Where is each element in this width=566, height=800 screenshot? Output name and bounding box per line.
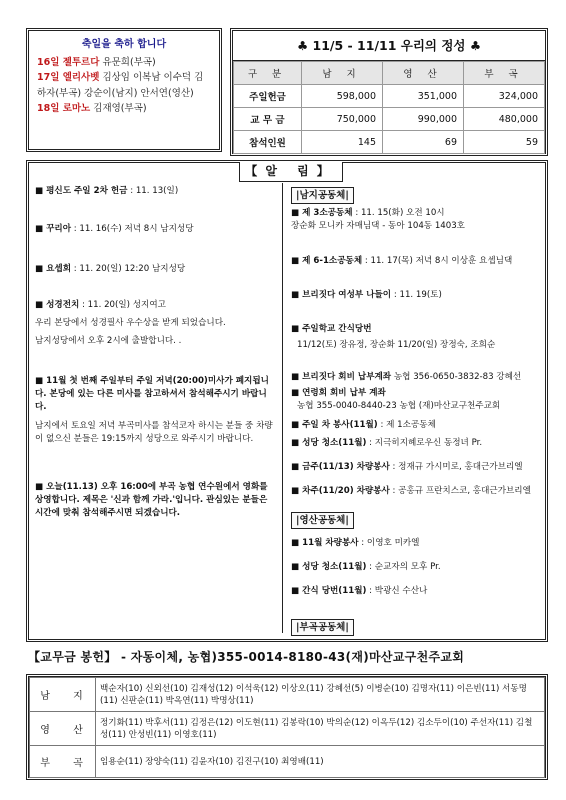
tithe-account-line: 【교무금 봉헌】 - 자동이체, 농협)355-0014-8180-43(재)마산교구천주교회 bbox=[28, 650, 465, 664]
offering-cell: 59 bbox=[464, 131, 545, 154]
offering-row bbox=[234, 85, 545, 108]
donor-row bbox=[30, 712, 545, 746]
notice-item: ■ 성경전치 : 11. 20(일) 성지여고 우리 본당에서 성경필사 우수상을 받게 되었습니다. 남지성당에서 오후 2시에 출발합니다. . bbox=[35, 300, 226, 346]
offering-row bbox=[234, 108, 545, 131]
offering-header: 구 분 bbox=[234, 62, 302, 85]
notice-item: ■ 제 6-1소공동체 : 11. 17(목) 저녁 8시 이상훈 요셉님댁 bbox=[291, 256, 513, 266]
section-label-namji: |남지공동체| bbox=[291, 187, 354, 204]
notice-box bbox=[26, 160, 548, 642]
offering-table bbox=[233, 61, 545, 154]
notice-item: ■ 간식 당번(11월) : 박광신 수산나 bbox=[291, 586, 428, 596]
donor-names: 임용순(11) 장양숙(11) 김윤자(10) 김진구(10) 최영배(11) bbox=[96, 746, 545, 778]
offering-row-label: 주일헌금 bbox=[234, 85, 302, 108]
offering-header: 영 산 bbox=[383, 62, 464, 85]
notice-item: ■ 주일학교 간식당번 11/12(토) 장유정, 장순화 11/20(일) 장정숙, 조희순 bbox=[291, 324, 496, 350]
donor-parish-label: 부 곡 bbox=[30, 746, 96, 778]
notice-item: ■ 주일 차 봉사(11월) : 제 1소공동체 bbox=[291, 420, 436, 430]
donor-names: 정기화(11) 박후서(11) 김정은(12) 이도현(11) 김봉락(10) 박의순(12) 이옥두(12) 김소두이(10) 주선자(11) 김철성(11) 안성빈(11) 이영호(11) bbox=[96, 712, 545, 746]
donor-row bbox=[30, 678, 545, 712]
offering-row-label: 교 무 금 bbox=[234, 108, 302, 131]
offering-title: ♣ 11/5 - 11/11 우리의 정성 ♣ bbox=[233, 31, 545, 61]
notice-item: ■ 평신도 주일 2차 헌금 : 11. 13(일) bbox=[35, 186, 179, 196]
notice-item: ■ 차주(11/20) 차량봉사 : 공홍규 프란치스코, 홍대근가브리엘 bbox=[291, 486, 531, 496]
offering-row bbox=[234, 131, 545, 154]
feast-day-entry: 17일 엘리사벳 김상임 이복남 이수덕 김하자(부곡) 강순이(남지) 안서연(영산) bbox=[37, 72, 204, 99]
notice-item: ■ 브리짓다 여성부 나들이 : 11. 19(토) bbox=[291, 290, 442, 300]
notice-item: ■ 성당 청소(11월) : 지극히지혜로우신 동정녀 Pr. bbox=[291, 438, 483, 448]
notice-item: ■ 금주(11/13) 차량봉사 : 정재규 가시미로, 홍대근가브리엘 bbox=[291, 462, 523, 472]
offering-cell: 598,000 bbox=[302, 85, 383, 108]
notice-item: ■ 성당 청소(11월) : 순교자의 모후 Pr. bbox=[291, 562, 441, 572]
donor-parish-label: 남 지 bbox=[30, 678, 96, 712]
donor-row bbox=[30, 746, 545, 778]
offering-cell: 69 bbox=[383, 131, 464, 154]
notice-item: ■ 연령회 회비 납부 계좌 농협 355-0040-8440-23 농협 (재)마산교구천주교회 bbox=[291, 388, 501, 411]
offering-summary-box bbox=[230, 28, 548, 156]
feast-day-entry: 16일 젤투르다 유문희(부곡) bbox=[37, 56, 156, 68]
feast-day-box bbox=[26, 28, 222, 152]
offering-header-row bbox=[234, 62, 545, 85]
donor-parish-label: 영 산 bbox=[30, 712, 96, 746]
offering-cell: 351,000 bbox=[383, 85, 464, 108]
notice-title: 【알 림】 bbox=[239, 162, 343, 182]
offering-header: 부 곡 bbox=[464, 62, 545, 85]
notice-divider bbox=[282, 183, 283, 633]
feast-day-entry: 18일 로마노 김재영(부곡) bbox=[37, 103, 147, 114]
offering-header: 남 지 bbox=[302, 62, 383, 85]
notice-item: ■ 브리짓다 회비 납부계좌 농협 356-0650-3832-83 강혜선 bbox=[291, 372, 522, 382]
offering-cell: 990,000 bbox=[383, 108, 464, 131]
notice-item: ■ 요셉회 : 11. 20(일) 12:20 남지성당 bbox=[35, 264, 186, 274]
offering-cell: 324,000 bbox=[464, 85, 545, 108]
notice-item: ■ 11월 차량봉사 : 이영호 미카엘 bbox=[291, 538, 420, 548]
notice-item: ■ 꾸리아 : 11. 16(수) 저녁 8시 남지성당 bbox=[35, 224, 194, 234]
donor-names: 백순자(10) 신외선(10) 김재성(12) 이석욱(12) 이상오(11) 강혜선(5) 이병순(10) 김명자(11) 이은빈(11) 서동명(11) 신판순(11) 박옥연(11) 박명상(11) bbox=[96, 678, 545, 712]
offering-cell: 480,000 bbox=[464, 108, 545, 131]
section-label-yeongsan: |영산공동체| bbox=[291, 512, 354, 529]
section-label-bugok: |부곡공동체| bbox=[291, 619, 354, 636]
offering-cell: 145 bbox=[302, 131, 383, 154]
feast-day-title: 축일을 축하 합니다 bbox=[81, 39, 167, 50]
donors-box bbox=[26, 674, 548, 780]
notice-item: ■ 11월 첫 번째 주일부터 주일 저녁(20:00)미사가 폐지됩니다. 본당에 있는 다른 미사를 참고하셔서 참석해주시기 바랍니다. 남지에서 토요일 저녁 부곡미사를 참석코자 하시는 분들 중 차량이 없으신 분들은 19:15까지 성당으로 와주시기 바랍니다. bbox=[35, 376, 273, 444]
offering-cell: 750,000 bbox=[302, 108, 383, 131]
notice-item: ■ 제 3소공동체 : 11. 15(화) 오전 10시 장순화 모니카 자매님댁 - 동아 104동 1403호 bbox=[291, 208, 465, 231]
offering-row-label: 참석인원 bbox=[234, 131, 302, 154]
donors-table bbox=[29, 677, 545, 778]
notice-item: ■ 오늘(11.13) 오후 16:00에 부곡 농협 연수원에서 영화를 상영합니다. 제목은 '신과 함께 가라.'입니다. 관심있는 분들은 시간에 맞춰 참석해주시면 되겠습니다. bbox=[35, 482, 268, 518]
